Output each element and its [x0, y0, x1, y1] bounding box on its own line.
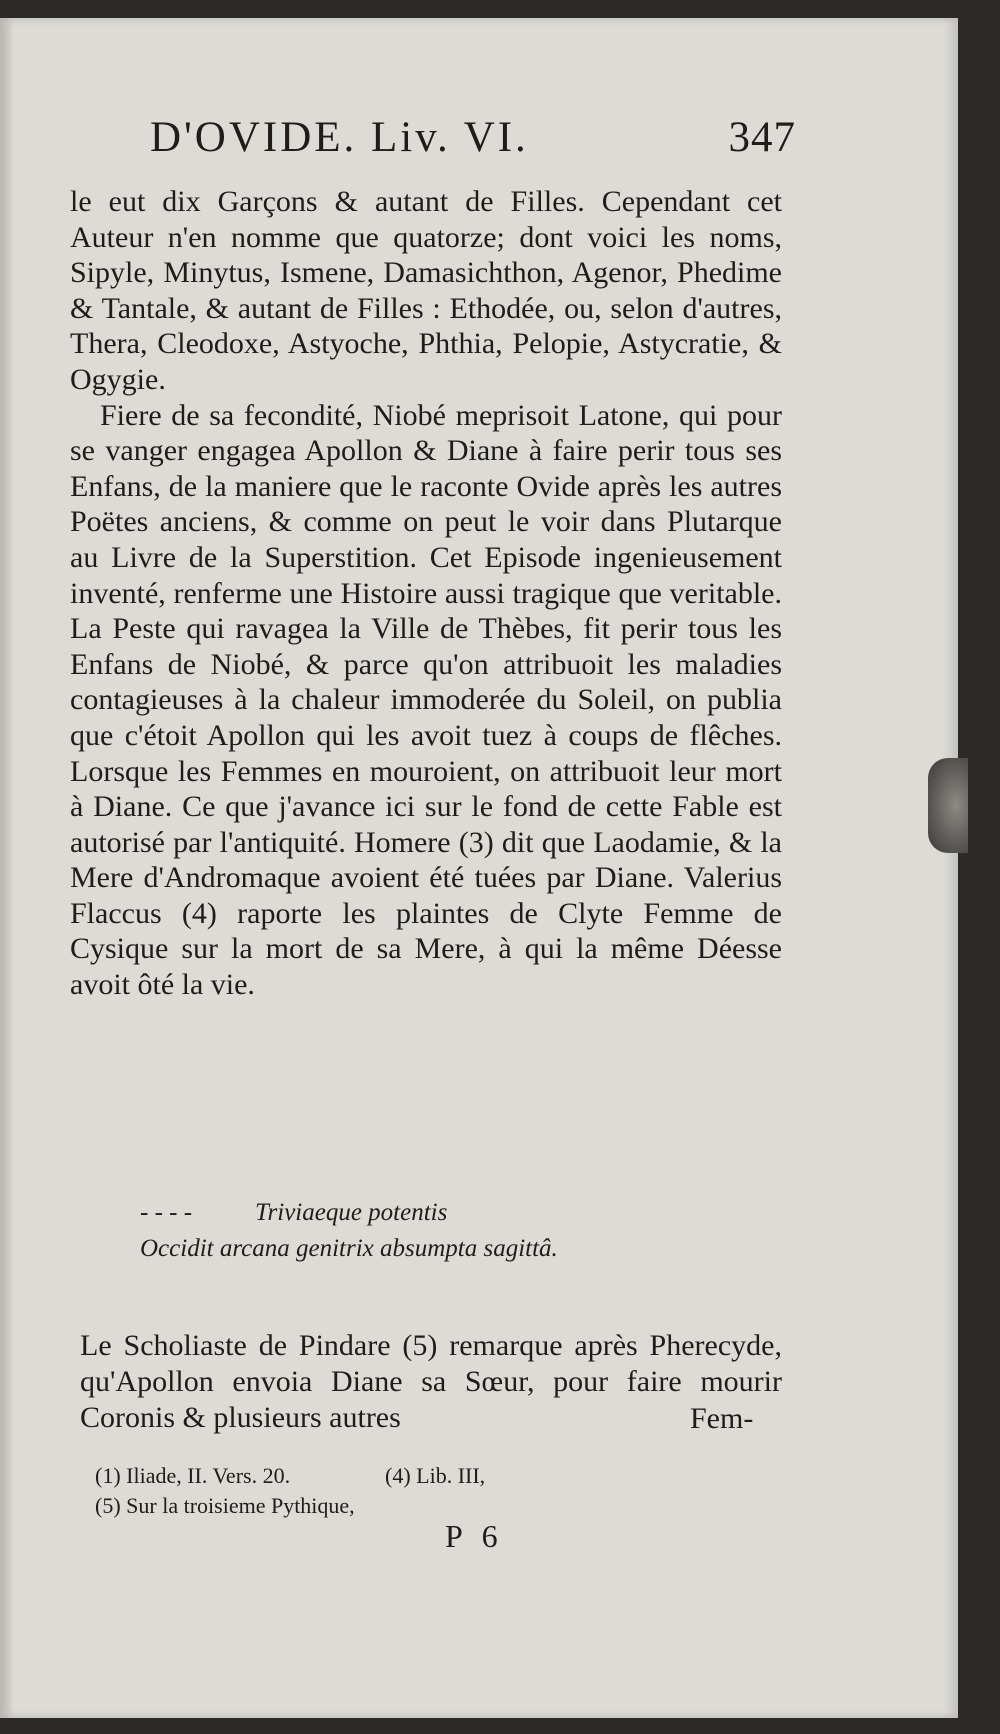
signature-mark: P 6 [445, 1518, 504, 1554]
page-header [150, 113, 796, 173]
quotation-line: - - - - Triviaeque potentis [140, 1195, 558, 1231]
page-number: 347 [728, 114, 796, 161]
main-text [70, 184, 782, 1003]
catchword: Fem- [690, 1402, 754, 1435]
paragraph: Le Scholiaste de Pindare (5) remarque après Pherecyde, qu'Apollon envoia Diane sa Sœur, pour faire mourir Coronis & plusieurs autres [80, 1329, 782, 1434]
footnote: (4) Lib. III, [385, 1463, 486, 1488]
footnote: (5) Sur la troisieme Pythique, [95, 1493, 355, 1518]
paragraph: le eut dix Garçons & autant de Filles. Cependant cet Auteur n'en nomme que quatorze; dont voici les noms, Sipyle, Minytus, Ismene, Damasichthon, Agenor, Phedime & Tantale, & autant de Filles : Ethodée, ou, selon d'autres, Thera, Cleodoxe, Astyoche, Phthia, Pelopie, Astycratie, & Ogygie. [70, 185, 782, 396]
paragraph: Fiere de sa fecondité, Niobé meprisoit Latone, qui pour se vanger engagea Apollon & Diane à faire perir tous ses Enfans, de la maniere que le raconte Ovide après les autres Poëtes anciens, & comme on peut le voir dans Plutarque au Livre de la Superstition. Cet Episode ingenieusement inventé, renferme une Histoire aussi tragique que veritable. La Peste qui ravagea la Ville de Thèbes, fit perir tous les Enfans de Niobé, & parce qu'on attribuoit les maladies contagieuses à la chaleur immoderée du Soleil, on publia que c'étoit Apollon qui les avoit tuez à coups de flêches. Lorsque les Femmes en mouroient, on attribuoit leur mort à Diane. Ce que j'avance ici sur le fond de cette Fable est autorisé par l'antiquité. Homere (3) dit que Laodamie, & la Mere d'Andromaque avoient été tuées par Diane. Valerius Flaccus (4) raporte les plaintes de Clyte Femme de Cysique sur la mort de sa Mere, à qui la même Déesse avoit ôté la vie. [70, 398, 782, 1002]
running-title: D'OVIDE. Liv. VI. [150, 114, 529, 161]
quotation-line: Occidit arcana genitrix absumpta sagittâ. [140, 1235, 558, 1262]
latin-quotation [140, 1195, 558, 1267]
page-edge-clip [928, 758, 968, 853]
footnote: (1) Iliade, II. Vers. 20. [95, 1463, 291, 1488]
book-page [0, 18, 958, 1718]
footnotes [95, 1461, 795, 1521]
